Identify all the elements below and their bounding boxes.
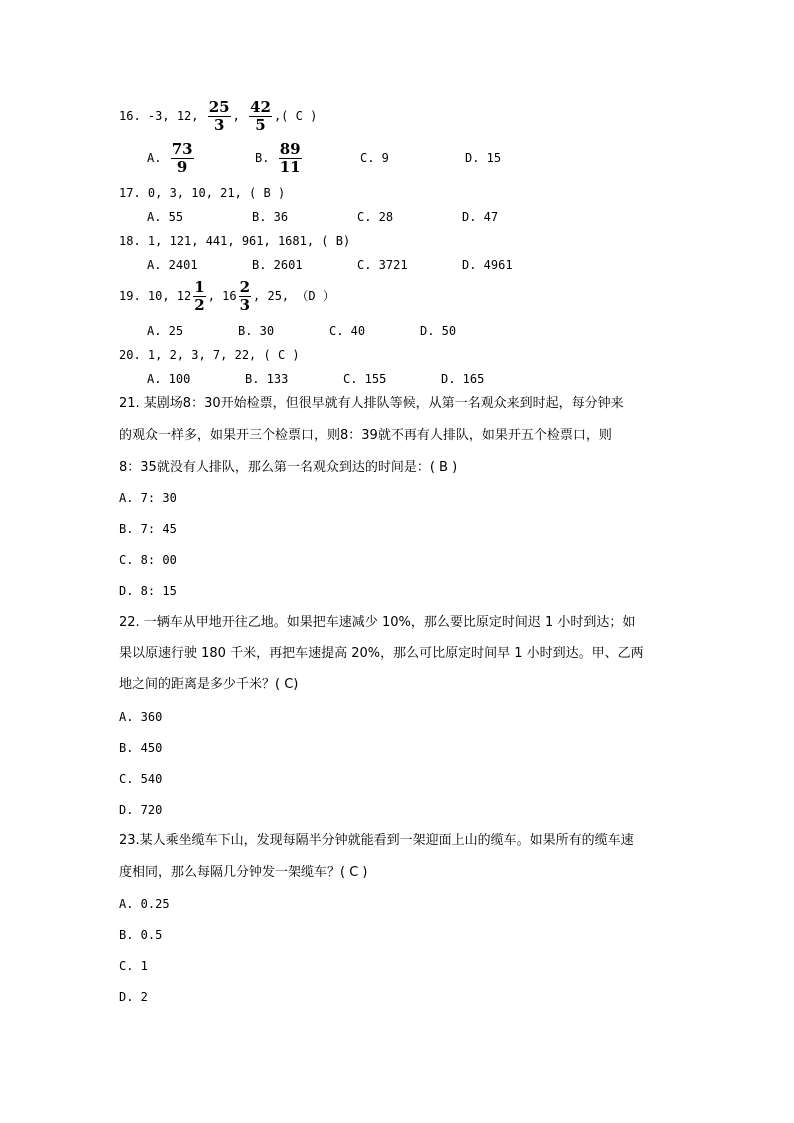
q23-line-1: 23.某人乘坐缆车下山，发现每隔半分钟就能看到一架迎面上山的缆车。如果所有的缆车速	[119, 833, 634, 848]
q17-option-c: C. 28	[357, 210, 394, 224]
q17-options	[147, 210, 547, 224]
q18-option-c: C. 3721	[357, 258, 408, 272]
q16-option-d: D. 15	[465, 151, 502, 165]
q16-number: 16.	[119, 109, 141, 123]
q18-text: 18. 1, 121, 441, 961, 1681, ( B)	[119, 234, 351, 248]
q16-fraction-1: $\frac{25}{3}$	[208, 98, 230, 134]
q21-option-b: B. 7: 45	[119, 522, 177, 536]
q23-option-d: D. 2	[119, 990, 148, 1004]
q20-text: 20. 1, 2, 3, 7, 22, ( C )	[119, 348, 300, 362]
q16-option-b-fraction: $\frac{89}{11}$	[279, 140, 301, 176]
q19-mixed-fraction-1: $\frac{1}{2}$	[194, 278, 205, 314]
q19-option-c: C. 40	[329, 324, 366, 338]
q17-option-b: B. 36	[252, 210, 289, 224]
q18-option-d: D. 4961	[462, 258, 513, 272]
q22-option-a: A. 360	[119, 710, 163, 724]
q19-mid: , 16	[207, 289, 237, 303]
q22-line-3: 地之间的距离是多少千米？( C)	[119, 677, 299, 692]
q16-option-a: A. $\frac{73}{9}$	[147, 140, 193, 176]
q22-option-d: D. 720	[119, 803, 163, 817]
q19-tail: , 25, （D ）	[253, 289, 335, 303]
q22-line-2: 果以原速行驶 180 千米，再把车速提高 20%，那么可比原定时间早 1 小时到达。甲、乙两	[119, 646, 644, 661]
q21-line-3: 8：35就没有人排队，那么第一名观众到达的时间是：( B )	[119, 460, 458, 475]
q23-option-b: B. 0.5	[119, 928, 163, 942]
q22-option-c: C. 540	[119, 772, 163, 786]
q16-separator: ,	[232, 109, 240, 123]
q21-option-d: D. 8: 15	[119, 584, 177, 598]
q19-option-a: A. 25	[147, 324, 184, 338]
q16-sequence: -3, 12,	[147, 109, 199, 123]
q19-lead: 19. 10, 12	[119, 289, 192, 303]
q21-line-2: 的观众一样多，如果开三个检票口，则8：39就不再有人排队，如果开五个检票口，则	[119, 428, 612, 443]
q23-line-2: 度相同，那么每隔几分钟发一架缆车？( C )	[119, 865, 368, 880]
q21-option-c: C. 8: 00	[119, 553, 177, 567]
q23-option-a: A. 0.25	[119, 897, 170, 911]
q19-line	[119, 276, 335, 316]
q16-answer: ,( C )	[273, 109, 318, 123]
q18-option-b: B. 2601	[252, 258, 303, 272]
q16-fraction-2: $\frac{42}{5}$	[250, 98, 271, 134]
q23-option-c: C. 1	[119, 959, 148, 973]
q22-line-1: 22. 一辆车从甲地开往乙地。如果把车速减少 10%，那么要比原定时间迟 1 小时到达；如	[119, 615, 636, 630]
q20-options	[147, 372, 547, 386]
q16-option-a-fraction: $\frac{73}{9}$	[171, 140, 193, 176]
q19-options	[147, 324, 547, 338]
q18-options	[147, 258, 547, 272]
q18-option-a: A. 2401	[147, 258, 198, 272]
q16-option-b: B. $\frac{89}{11}$	[255, 140, 301, 176]
q17-text: 17. 0, 3, 10, 21, ( B )	[119, 186, 286, 200]
q20-option-b: B. 133	[245, 372, 289, 386]
q16-option-c: C. 9	[360, 151, 389, 165]
q17-option-d: D. 47	[462, 210, 499, 224]
q16-line	[119, 96, 317, 136]
q19-option-d: D. 50	[420, 324, 457, 338]
q20-option-d: D. 165	[441, 372, 485, 386]
q21-option-a: A. 7: 30	[119, 491, 177, 505]
q20-option-c: C. 155	[343, 372, 387, 386]
q17-option-a: A. 55	[147, 210, 184, 224]
q19-mixed-fraction-2: $\frac{2}{3}$	[239, 278, 251, 314]
q22-option-b: B. 450	[119, 741, 163, 755]
q20-option-a: A. 100	[147, 372, 191, 386]
q19-option-b: B. 30	[238, 324, 275, 338]
q21-line-1: 21. 某剧场8：30开始检票，但很早就有人排队等候，从第一名观众来到时起，每分钟来	[119, 396, 624, 411]
